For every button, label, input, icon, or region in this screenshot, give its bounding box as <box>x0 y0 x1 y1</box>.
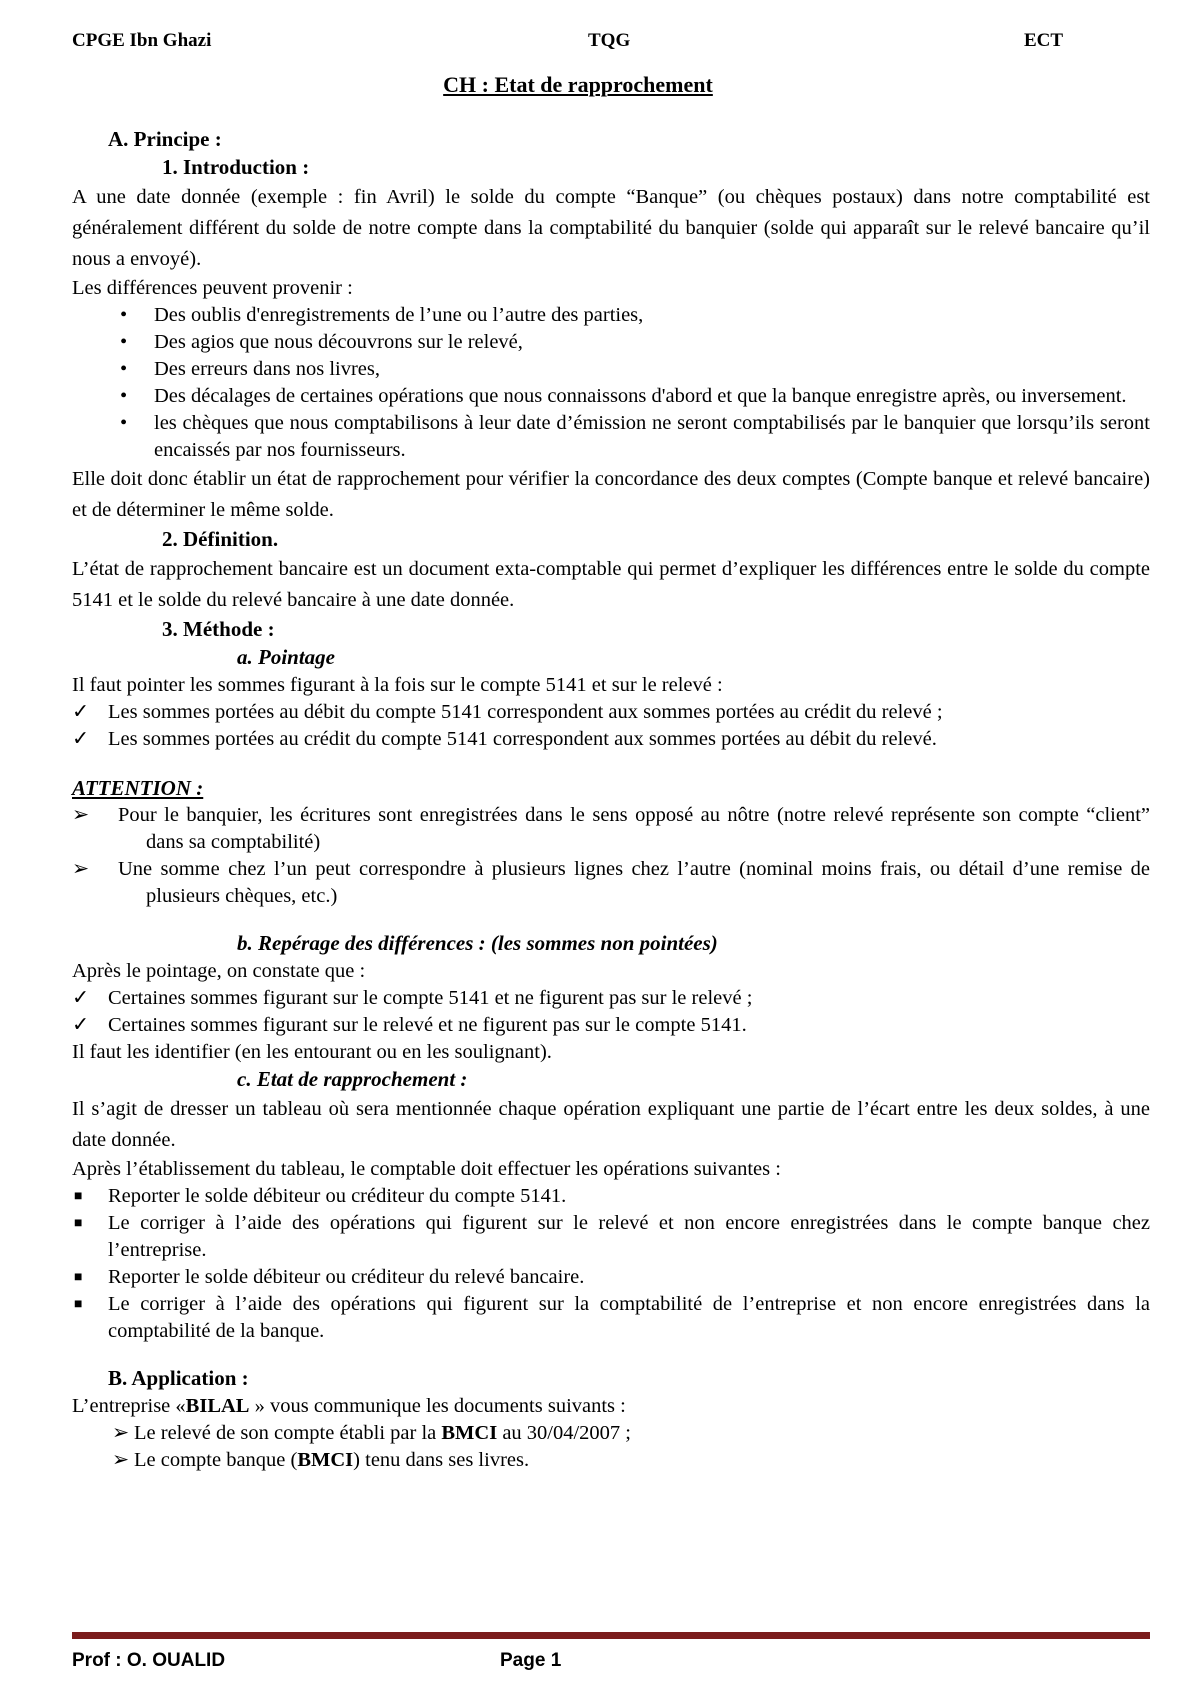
footer-page-number: Page 1 <box>500 1650 562 1671</box>
conclusion-paragraph: Elle doit donc établir un état de rapprochement pour vérifier la concordance des deux comptes (Compte banque et relevé bancaire) et de déterminer le même solde. <box>72 468 1150 521</box>
bullet-icon: • <box>120 412 128 434</box>
page-title: CH : Etat de rapprochement <box>443 72 713 97</box>
definition-paragraph: L’état de rapprochement bancaire est un document exta-comptable qui permet d’expliquer les différences entre le solde du compte 5141 et le solde du relevé bancaire à une date donnée. <box>72 558 1150 611</box>
differences-intro: Les différences peuvent provenir : <box>72 277 353 299</box>
list-item: ✓ Les sommes portées au crédit du compte 5141 correspondent aux sommes portées au débit du relevé. <box>72 726 1150 753</box>
introduction-paragraph: A une date donnée (exemple : fin Avril) le solde du compte “Banque” (ou chèques postaux) dans notre comptabilité est généralement différent du solde de notre compte dans la comptabilité du banquier (solde qui apparaît sur le relevé bancaire qu’il nous a envoyé). <box>72 186 1150 270</box>
list-item: ➢ Une somme chez l’un peut correspondre à plusieurs lignes chez l’autre (nominal moins frais, ou détail d’une remise de plusieurs chèques, etc.) <box>72 858 1150 907</box>
list-item: • Des décalages de certaines opérations que nous connaissons d'abord et que la banque enregistre après, ou inversement. <box>72 383 1150 410</box>
check-icon: ✓ <box>72 728 90 750</box>
list-item: • Des oublis d'enregistrements de l’une ou l’autre des parties, <box>72 302 1150 329</box>
etat-paragraph: Il s’agit de dresser un tableau où sera mentionnée chaque opération expliquant une partie de l’écart entre les deux soldes, à une date donnée. <box>72 1098 1150 1151</box>
etat-heading: c. Etat de rapprochement : <box>237 1067 468 1091</box>
arrow-icon: ➢ <box>112 1449 130 1471</box>
identify-paragraph: Il faut les identifier (en les entourant ou en les soulignant). <box>72 1041 552 1063</box>
arrow-icon: ➢ <box>72 804 90 826</box>
bank-name: BMCI <box>297 1449 354 1471</box>
check-icon: ✓ <box>72 1014 90 1036</box>
list-item: ■ Le corriger à l’aide des opérations qui figurent sur le relevé et non encore enregistrées dans le compte banque chez l’entreprise. <box>74 1212 1150 1261</box>
list-item: ■ Le corriger à l’aide des opérations qui figurent sur la comptabilité de l’entreprise et non encore enregistrées dans la comptabilité de la banque. <box>74 1293 1150 1342</box>
arrow-icon: ➢ <box>72 858 90 880</box>
section-a-heading: A. Principe : <box>108 127 222 151</box>
methode-heading: 3. Méthode : <box>162 617 275 641</box>
pointage-paragraph: Il faut pointer les sommes figurant à la fois sur le compte 5141 et sur le relevé : <box>72 674 723 696</box>
check-icon: ✓ <box>72 987 90 1009</box>
bullet-icon: • <box>120 358 128 380</box>
pointage-heading: a. Pointage <box>237 645 335 669</box>
list-item: ■ Reporter le solde débiteur ou créditeur du compte 5141. <box>72 1183 1150 1210</box>
definition-heading: 2. Définition. <box>162 527 279 551</box>
operations-intro: Après l’établissement du tableau, le comptable doit effectuer les opérations suivantes : <box>72 1158 781 1180</box>
square-bullet-icon: ■ <box>74 1270 83 1285</box>
differences-list <box>72 302 1150 464</box>
documents-list <box>72 1420 1150 1474</box>
company-name: BILAL <box>185 1395 250 1417</box>
header-school: CPGE Ibn Ghazi <box>72 30 212 51</box>
introduction-heading: 1. Introduction : <box>162 155 310 179</box>
list-item: • Des erreurs dans nos livres, <box>72 356 1150 383</box>
list-item: • Des agios que nous découvrons sur le relevé, <box>72 329 1150 356</box>
bullet-icon: • <box>120 385 128 407</box>
square-bullet-icon: ■ <box>74 1189 83 1204</box>
list-item: ✓ Les sommes portées au débit du compte 5141 correspondent aux sommes portées au crédit du relevé ; <box>72 699 1150 726</box>
check-icon: ✓ <box>72 701 90 723</box>
list-item: ✓ Certaines sommes figurant sur le relevé et ne figurent pas sur le compte 5141. <box>72 1012 1150 1039</box>
section-b-heading: B. Application : <box>108 1366 249 1390</box>
pointage-checklist <box>72 699 1150 753</box>
square-bullet-icon: ■ <box>74 1297 83 1312</box>
arrow-icon: ➢ <box>112 1422 130 1444</box>
list-item: ■ Reporter le solde débiteur ou créditeur du relevé bancaire. <box>72 1264 1150 1291</box>
bullet-icon: • <box>120 304 128 326</box>
list-item: ➢ Le relevé de son compte établi par la BMCI au 30/04/2007 ; <box>72 1420 1150 1447</box>
bank-name: BMCI <box>441 1422 498 1444</box>
attention-list <box>72 802 1150 910</box>
header-class: TQG <box>588 30 631 51</box>
page-header <box>72 30 1072 56</box>
operations-list <box>72 1183 1150 1345</box>
list-item: ✓ Certaines sommes figurant sur le compte 5141 et ne figurent pas sur le relevé ; <box>72 985 1150 1012</box>
list-item: ➢ Pour le banquier, les écritures sont enregistrées dans le sens opposé au nôtre (notre relevé représente son compte “client” dans sa comptabilité) <box>72 804 1150 853</box>
attention-heading: ATTENTION : <box>72 776 204 800</box>
square-bullet-icon: ■ <box>74 1216 83 1231</box>
reperage-checklist <box>72 985 1150 1039</box>
list-item: ➢ Le compte banque (BMCI) tenu dans ses livres. <box>72 1447 1150 1474</box>
list-item: • les chèques que nous comptabilisons à leur date d’émission ne seront comptabilisés par le banquier que lorsqu’ils seront encaissés par nos fournisseurs. <box>120 412 1150 461</box>
reperage-paragraph: Après le pointage, on constate que : <box>72 960 366 982</box>
footer-author: Prof : O. OUALID <box>72 1650 226 1671</box>
bullet-icon: • <box>120 331 128 353</box>
application-intro: L’entreprise «BILAL » vous communique les documents suivants : <box>72 1395 626 1417</box>
footer-rule <box>72 1632 1150 1639</box>
header-subject: ECT <box>1024 30 1064 51</box>
document-body <box>72 126 1150 1474</box>
reperage-heading: b. Repérage des différences : (les sommes non pointées) <box>237 931 718 955</box>
